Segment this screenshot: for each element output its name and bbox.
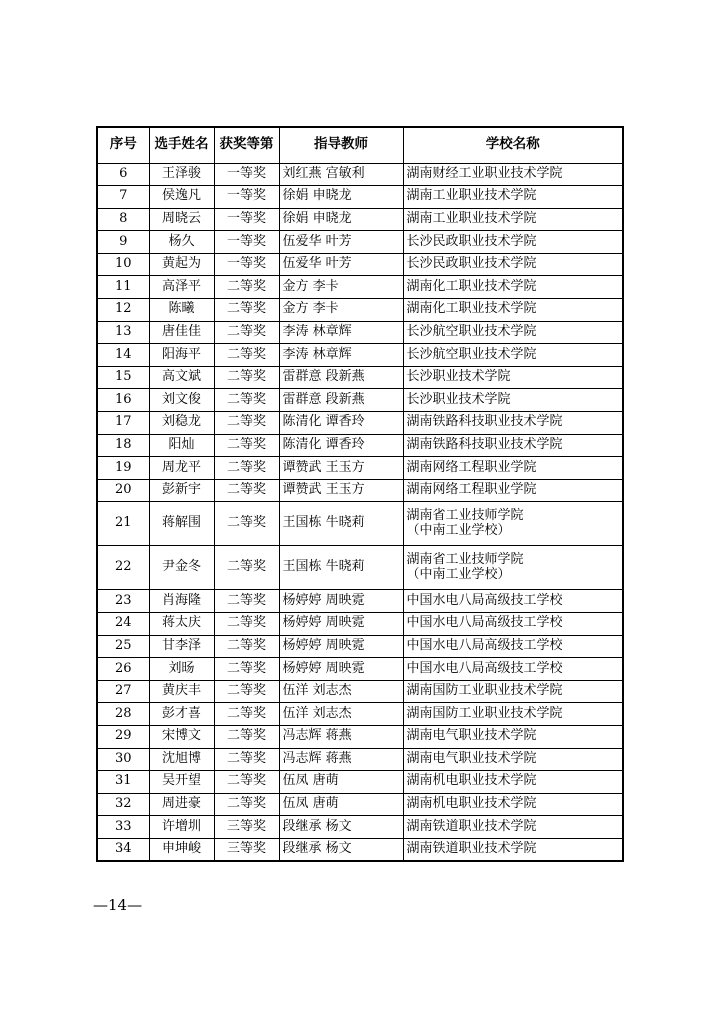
cell-school [403,546,623,590]
school-name-line: 湖南电气职业技术学院 [406,750,537,766]
table-row [97,434,623,457]
cell-school [403,590,623,613]
cell-no: 27 [97,680,149,703]
table-row [97,658,623,681]
cell-teacher: 段继承 杨文 [279,838,403,861]
school-name-line: 湖南工业职业技术学院 [406,188,537,204]
cell-school [403,680,623,703]
table-row [97,186,623,209]
table-row [97,771,623,794]
table-row [97,838,623,861]
cell-award: 二等奖 [214,546,279,590]
cell-name: 黄庆丰 [149,680,214,703]
cell-teacher: 刘红燕 宫敏利 [279,163,403,186]
cell-name: 陈曦 [149,299,214,322]
table-row [97,276,623,299]
cell-no: 18 [97,434,149,457]
cell-school [403,793,623,816]
cell-school [403,299,623,322]
cell-school [403,434,623,457]
cell-school [403,253,623,276]
cell-school [403,186,623,209]
table-row [97,703,623,726]
cell-award: 二等奖 [214,725,279,748]
cell-award: 二等奖 [214,389,279,412]
cell-no: 31 [97,771,149,794]
cell-no: 17 [97,412,149,435]
cell-school [403,208,623,231]
cell-name: 王泽骏 [149,163,214,186]
cell-school [403,321,623,344]
cell-no: 30 [97,748,149,771]
school-name-line: 湖南网络工程职业学院 [406,459,537,475]
school-name-line: 湖南铁道职业技术学院 [406,841,537,857]
cell-school [403,658,623,681]
cell-teacher: 伍凤 唐萌 [279,793,403,816]
table-row [97,412,623,435]
cell-award: 二等奖 [214,321,279,344]
table-row [97,163,623,186]
cell-no: 14 [97,344,149,367]
cell-award: 一等奖 [214,208,279,231]
cell-teacher: 伍凤 唐萌 [279,771,403,794]
cell-school [403,725,623,748]
table-row [97,502,623,546]
cell-teacher: 雷群意 段新燕 [279,366,403,389]
header-award: 获奖等第 [214,127,279,163]
table-row [97,457,623,480]
cell-school [403,344,623,367]
cell-name: 高泽平 [149,276,214,299]
cell-name: 侯逸凡 [149,186,214,209]
cell-no: 13 [97,321,149,344]
cell-teacher: 李涛 林章辉 [279,321,403,344]
cell-award: 三等奖 [214,816,279,839]
cell-teacher: 金方 李卡 [279,276,403,299]
cell-name: 高文斌 [149,366,214,389]
cell-no: 12 [97,299,149,322]
cell-no: 7 [97,186,149,209]
table-header [97,127,623,163]
cell-award: 三等奖 [214,838,279,861]
cell-no: 8 [97,208,149,231]
school-name-line: 湖南财经工业职业技术学院 [406,165,563,181]
cell-no: 21 [97,502,149,546]
cell-teacher: 雷群意 段新燕 [279,389,403,412]
cell-no: 34 [97,838,149,861]
cell-no: 15 [97,366,149,389]
cell-school [403,412,623,435]
table-row [97,635,623,658]
table-body [97,163,623,861]
school-name-line: 湖南工业职业技术学院 [406,211,537,227]
school-name-line: 湖南铁路科技职业技术学院 [406,436,563,452]
cell-award: 二等奖 [214,366,279,389]
cell-school [403,502,623,546]
awards-table [96,126,624,862]
cell-name: 甘李泽 [149,635,214,658]
school-name-line: 湖南化工职业技术学院 [406,278,537,294]
cell-school [403,163,623,186]
cell-no: 32 [97,793,149,816]
school-name-line: 长沙民政职业技术学院 [406,256,537,272]
cell-name: 彭新宇 [149,479,214,502]
school-name-line: 湖南国防工业职业技术学院 [406,705,563,721]
cell-award: 二等奖 [214,771,279,794]
table-row [97,725,623,748]
school-name-line: 长沙航空职业技术学院 [406,323,537,339]
cell-teacher: 徐娟 申晓龙 [279,186,403,209]
cell-school [403,276,623,299]
cell-award: 二等奖 [214,299,279,322]
cell-award: 一等奖 [214,231,279,254]
school-name-line: 中国水电八局高级技工学校 [406,592,563,608]
school-name-line: 中国水电八局高级技工学校 [406,637,563,653]
cell-school [403,613,623,636]
school-name-line: 湖南省工业技师学院 [406,551,524,567]
cell-teacher: 冯志辉 蒋燕 [279,725,403,748]
cell-no: 25 [97,635,149,658]
school-name-line: 湖南铁路科技职业技术学院 [406,414,563,430]
cell-name: 刘旸 [149,658,214,681]
table-row [97,231,623,254]
cell-name: 蒋太庆 [149,613,214,636]
school-name-line: 湖南电气职业技术学院 [406,728,537,744]
cell-name: 阳灿 [149,434,214,457]
cell-teacher: 伍洋 刘志杰 [279,703,403,726]
cell-no: 24 [97,613,149,636]
cell-award: 二等奖 [214,479,279,502]
cell-no: 20 [97,479,149,502]
cell-teacher: 谭赞武 王玉方 [279,457,403,480]
school-name-line: （中南工业学校） [406,566,511,582]
cell-teacher: 杨婷婷 周映霓 [279,590,403,613]
cell-teacher: 段继承 杨文 [279,816,403,839]
cell-award: 二等奖 [214,434,279,457]
school-name-line: 湖南化工职业技术学院 [406,301,537,317]
table-row [97,479,623,502]
table-row [97,613,623,636]
cell-award: 二等奖 [214,412,279,435]
cell-name: 肖海隆 [149,590,214,613]
table-row [97,816,623,839]
table-row [97,208,623,231]
table-row [97,344,623,367]
cell-teacher: 徐娟 申晓龙 [279,208,403,231]
header-row [97,127,623,163]
cell-teacher: 伍爱华 叶芳 [279,253,403,276]
cell-name: 尹金冬 [149,546,214,590]
school-name-line: 湖南网络工程职业学院 [406,482,537,498]
cell-name: 彭才喜 [149,703,214,726]
table-row [97,748,623,771]
cell-name: 唐佳佳 [149,321,214,344]
cell-award: 二等奖 [214,703,279,726]
table-row [97,321,623,344]
cell-school [403,231,623,254]
cell-no: 29 [97,725,149,748]
cell-teacher: 冯志辉 蒋燕 [279,748,403,771]
school-name-line: （中南工业学校） [406,522,511,538]
table-row [97,590,623,613]
cell-no: 9 [97,231,149,254]
cell-teacher: 王国栋 牛晓莉 [279,546,403,590]
cell-award: 二等奖 [214,658,279,681]
cell-name: 蒋解围 [149,502,214,546]
cell-award: 二等奖 [214,680,279,703]
cell-award: 二等奖 [214,613,279,636]
cell-award: 二等奖 [214,590,279,613]
cell-award: 一等奖 [214,186,279,209]
cell-award: 二等奖 [214,502,279,546]
table-row [97,389,623,412]
cell-name: 周进豪 [149,793,214,816]
school-name-line: 中国水电八局高级技工学校 [406,615,563,631]
cell-teacher: 杨婷婷 周映霓 [279,635,403,658]
header-school: 学校名称 [403,127,623,163]
school-name-line: 长沙职业技术学院 [406,391,511,407]
table-row [97,680,623,703]
cell-teacher: 陈清化 谭香玲 [279,412,403,435]
cell-no: 11 [97,276,149,299]
cell-school [403,838,623,861]
page-number: —14— [93,896,143,914]
cell-school [403,816,623,839]
cell-award: 二等奖 [214,344,279,367]
cell-name: 周晓云 [149,208,214,231]
cell-school [403,703,623,726]
cell-award: 二等奖 [214,635,279,658]
cell-name: 杨久 [149,231,214,254]
cell-school [403,771,623,794]
cell-award: 二等奖 [214,276,279,299]
cell-no: 33 [97,816,149,839]
school-name-line: 长沙民政职业技术学院 [406,233,537,249]
cell-name: 刘稳龙 [149,412,214,435]
cell-award: 二等奖 [214,748,279,771]
cell-no: 10 [97,253,149,276]
cell-school [403,457,623,480]
cell-teacher: 谭赞武 王玉方 [279,479,403,502]
cell-teacher: 杨婷婷 周映霓 [279,613,403,636]
cell-no: 22 [97,546,149,590]
school-name-line: 湖南国防工业职业技术学院 [406,683,563,699]
cell-award: 一等奖 [214,253,279,276]
header-name: 选手姓名 [149,127,214,163]
cell-name: 黄起为 [149,253,214,276]
cell-no: 28 [97,703,149,726]
cell-name: 宋博文 [149,725,214,748]
cell-name: 吴开望 [149,771,214,794]
cell-teacher: 陈清化 谭香玲 [279,434,403,457]
cell-name: 阳海平 [149,344,214,367]
cell-teacher: 杨婷婷 周映霓 [279,658,403,681]
table-row [97,299,623,322]
cell-no: 26 [97,658,149,681]
cell-name: 刘文俊 [149,389,214,412]
cell-teacher: 金方 李卡 [279,299,403,322]
school-name-line: 湖南机电职业技术学院 [406,796,537,812]
cell-name: 许增圳 [149,816,214,839]
cell-no: 6 [97,163,149,186]
table-row [97,366,623,389]
cell-no: 16 [97,389,149,412]
school-name-line: 长沙航空职业技术学院 [406,346,537,362]
cell-award: 一等奖 [214,163,279,186]
cell-school [403,389,623,412]
cell-award: 二等奖 [214,793,279,816]
cell-no: 19 [97,457,149,480]
header-no: 序号 [97,127,149,163]
table-row [97,253,623,276]
school-name-line: 湖南省工业技师学院 [406,507,524,523]
school-name-line: 湖南机电职业技术学院 [406,773,537,789]
cell-no: 23 [97,590,149,613]
cell-school [403,479,623,502]
cell-school [403,635,623,658]
cell-name: 沈旭博 [149,748,214,771]
school-name-line: 中国水电八局高级技工学校 [406,660,563,676]
cell-teacher: 李涛 林章辉 [279,344,403,367]
cell-name: 申坤峻 [149,838,214,861]
school-name-line: 长沙职业技术学院 [406,369,511,385]
cell-name: 周龙平 [149,457,214,480]
cell-school [403,366,623,389]
header-teacher: 指导教师 [279,127,403,163]
cell-teacher: 伍洋 刘志杰 [279,680,403,703]
school-name-line: 湖南铁道职业技术学院 [406,818,537,834]
table-row [97,793,623,816]
cell-school [403,748,623,771]
cell-award: 二等奖 [214,457,279,480]
table-row [97,546,623,590]
cell-teacher: 王国栋 牛晓莉 [279,502,403,546]
cell-teacher: 伍爱华 叶芳 [279,231,403,254]
